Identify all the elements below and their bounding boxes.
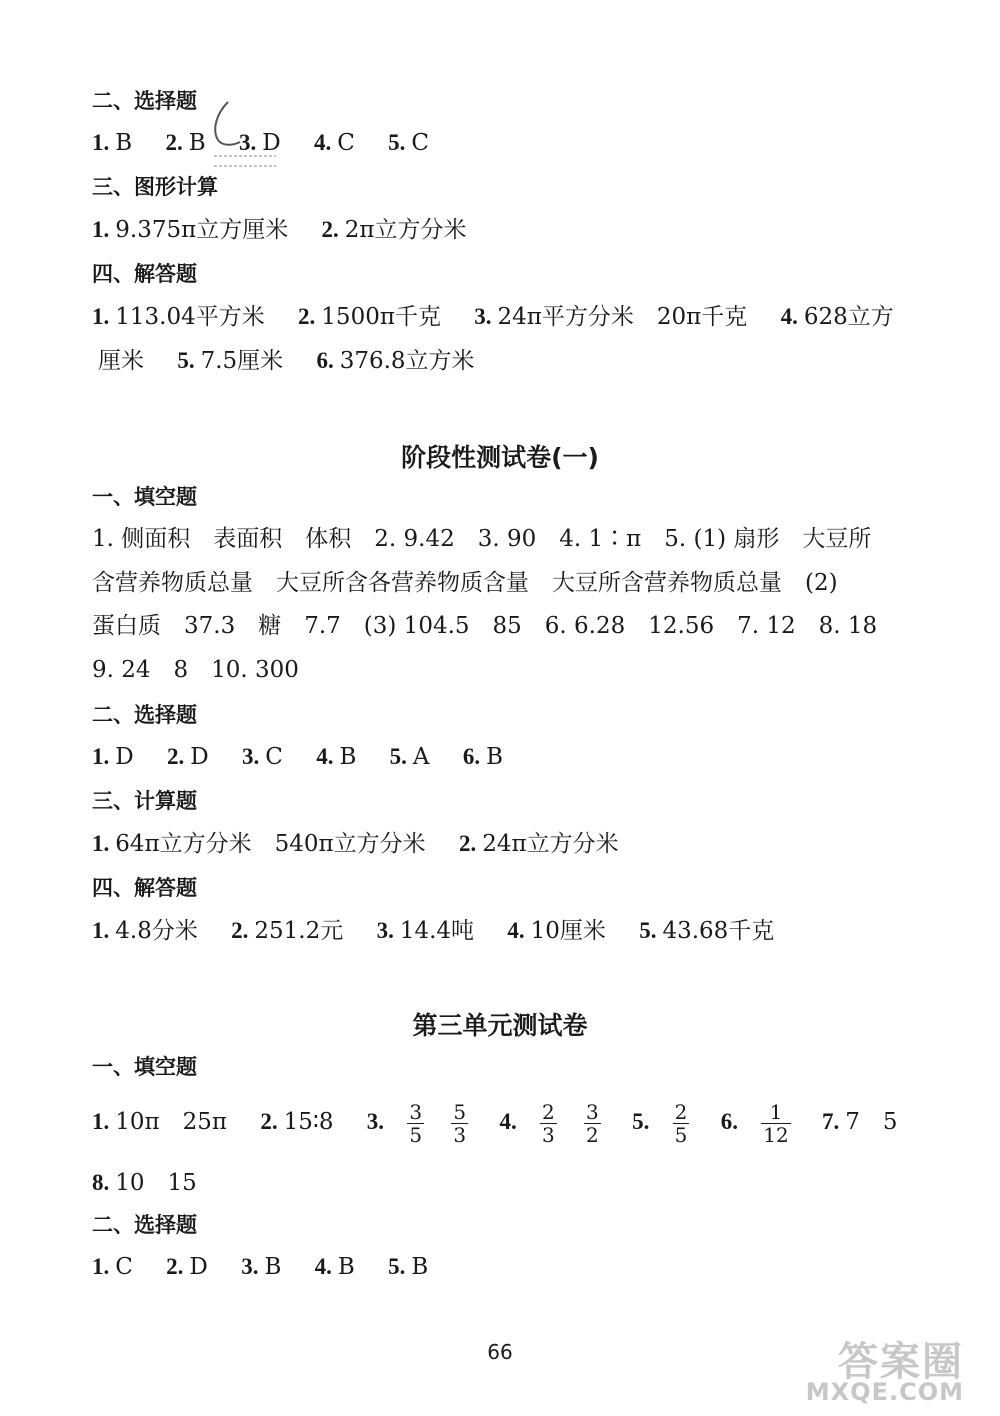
- q-num: 3.: [238, 130, 257, 155]
- watermark-logo: [764, 1330, 964, 1410]
- q-answer: 10 15: [115, 1170, 197, 1196]
- fraction: $\frac{5}{3}$: [453, 1099, 467, 1147]
- answers-choice-test1: [92, 742, 908, 772]
- q-answer: B: [264, 1254, 282, 1280]
- q-num: 5.: [639, 918, 657, 943]
- watermark-logo-text: 答案圈: [838, 1339, 964, 1385]
- q-answer: A: [412, 744, 430, 770]
- q-num: 1.: [92, 918, 110, 943]
- q-answer: 9.375π立方厘米: [115, 217, 289, 243]
- answers-solve-prev-1: [92, 302, 908, 332]
- answers-solve-prev-2: [92, 346, 908, 376]
- fraction: $\frac{3}{5}$: [409, 1099, 423, 1147]
- fraction: $\frac{2}{5}$: [674, 1099, 688, 1147]
- q-num: 5.: [632, 1109, 650, 1134]
- q-answer: 15∶8: [283, 1109, 334, 1135]
- heading-solve-test1: 四、解答题: [92, 876, 197, 900]
- fill-line-1: 1. 侧面积 表面积 体积 2. 9.42 3. 90 4. 1∶π 5. (1) 扇形 大豆所: [92, 526, 872, 552]
- fill-line-3: 蛋白质 37.3 糖 7.7 (3) 104.5 85 6. 6.28 12.56 7. 12 8. 18: [92, 613, 878, 639]
- q-answer: B: [188, 130, 206, 156]
- q-num: 8.: [92, 1170, 110, 1195]
- q-num: 1.: [92, 1109, 110, 1134]
- q-answer: C: [337, 130, 355, 156]
- q-num: 2.: [166, 1254, 184, 1279]
- q-num: 5.: [389, 744, 407, 769]
- q-num: 3.: [242, 744, 260, 769]
- q-answer: 24π立方分米: [482, 831, 619, 857]
- q-num: 2.: [260, 1109, 278, 1134]
- q-num: 3.: [241, 1254, 259, 1279]
- heading-solve-prev: 四、解答题: [92, 262, 197, 286]
- q-num: 3.: [366, 1109, 385, 1134]
- q-answer: 24π平方分米 20π千克: [497, 304, 748, 330]
- q-num: 1.: [92, 1254, 110, 1279]
- q-num: 2.: [458, 831, 477, 856]
- q-answer: 2π立方分米: [344, 217, 467, 243]
- q-num: 1.: [92, 744, 110, 769]
- q-answer: 628立方: [803, 304, 894, 330]
- q-num: 5.: [177, 348, 195, 373]
- heading-calc-test1: 三、计算题: [92, 789, 197, 813]
- q-num: 5.: [388, 1254, 406, 1279]
- q-answer: 10厘米: [530, 918, 606, 944]
- fill-line-4: 9. 24 8 10. 300: [92, 657, 299, 683]
- q-answer: B: [115, 130, 133, 156]
- fill-line-2: 含营养物质总量 大豆所含各营养物质含量 大豆所含营养物质总量 (2): [92, 570, 838, 596]
- q-num: 1.: [92, 304, 110, 329]
- heading-choice-test1: 二、选择题: [92, 703, 197, 727]
- fill-line-fractions: [92, 1092, 908, 1152]
- q-num: 4.: [314, 1254, 332, 1279]
- q-num: 2.: [167, 744, 185, 769]
- q-answer: B: [337, 1254, 355, 1280]
- q-num: 6.: [720, 1109, 738, 1134]
- q-num: 4.: [507, 918, 525, 943]
- q-num: 2.: [298, 304, 316, 329]
- q-num: 2.: [231, 918, 249, 943]
- q-num: 6.: [462, 744, 481, 769]
- q-answer: D: [262, 130, 281, 156]
- fill-line-8: [92, 1168, 908, 1198]
- answers-choice-test3: [92, 1252, 908, 1282]
- section-title-test3: 第三单元测试卷: [412, 1011, 588, 1040]
- q-answer: B: [339, 744, 357, 770]
- q-num: 3.: [376, 918, 394, 943]
- answers-shape-calc: [92, 215, 908, 245]
- q-answer: 251.2元: [254, 918, 344, 944]
- q-answer: B: [486, 744, 504, 770]
- q-answer: 113.04平方米: [115, 304, 265, 330]
- q-answer: 64π立方分米 540π立方分米: [115, 831, 426, 857]
- fraction: $\frac{1}{12}$: [763, 1099, 789, 1147]
- q-answer: 14.4吨: [399, 918, 475, 944]
- fraction: $\frac{2}{3}$: [542, 1099, 555, 1147]
- q-num: 4.: [780, 304, 798, 329]
- q-num: 2.: [165, 130, 183, 155]
- q-answer: 376.8立方米: [339, 348, 475, 374]
- q-answer: 厘米: [98, 348, 144, 374]
- q-num: 1.: [92, 831, 110, 856]
- q-num: 4.: [499, 1109, 517, 1134]
- heading-fill-test1: 一、填空题: [92, 485, 197, 509]
- q-answer: D: [115, 744, 134, 770]
- q-num: 4.: [313, 130, 332, 155]
- heading-choice-prev: 二、选择题: [92, 89, 197, 113]
- q-num: 7.: [822, 1109, 840, 1134]
- heading-choice-test3: 二、选择题: [92, 1213, 197, 1237]
- q-answer: 1500π千克: [321, 304, 441, 330]
- heading-fill-test3: 一、填空题: [92, 1055, 197, 1079]
- q-answer: C: [115, 1254, 133, 1280]
- q-answer: C: [265, 744, 283, 770]
- q-num: 1.: [92, 130, 110, 155]
- q-answer: 4.8分米: [115, 918, 198, 944]
- q-num: 4.: [316, 744, 334, 769]
- heading-shape-calc: 三、图形计算: [92, 175, 218, 199]
- q-num: 3.: [474, 304, 492, 329]
- q-num: 1.: [92, 217, 110, 242]
- answers-calc-test1: [92, 829, 908, 859]
- q-num: 5.: [388, 130, 406, 155]
- q-answer: 7 5: [845, 1109, 898, 1135]
- q-answer: B: [411, 1254, 429, 1280]
- fraction: $\frac{3}{2}$: [586, 1099, 599, 1147]
- q-num: 2.: [321, 217, 339, 242]
- q-answer: 43.68千克: [662, 918, 775, 944]
- q-answer: 10π 25π: [115, 1109, 228, 1135]
- handwritten-mark-icon: [200, 96, 290, 176]
- watermark-url: MXQE.COM: [805, 1378, 964, 1406]
- q-answer: 7.5厘米: [200, 348, 284, 374]
- q-answer: D: [189, 1254, 208, 1280]
- section-title-test1: 阶段性测试卷(一): [401, 443, 599, 472]
- answers-solve-test1: [92, 916, 908, 946]
- q-answer: C: [411, 130, 429, 156]
- q-num: 6.: [316, 348, 334, 373]
- q-answer: D: [190, 744, 209, 770]
- page-number: 66: [487, 1340, 513, 1364]
